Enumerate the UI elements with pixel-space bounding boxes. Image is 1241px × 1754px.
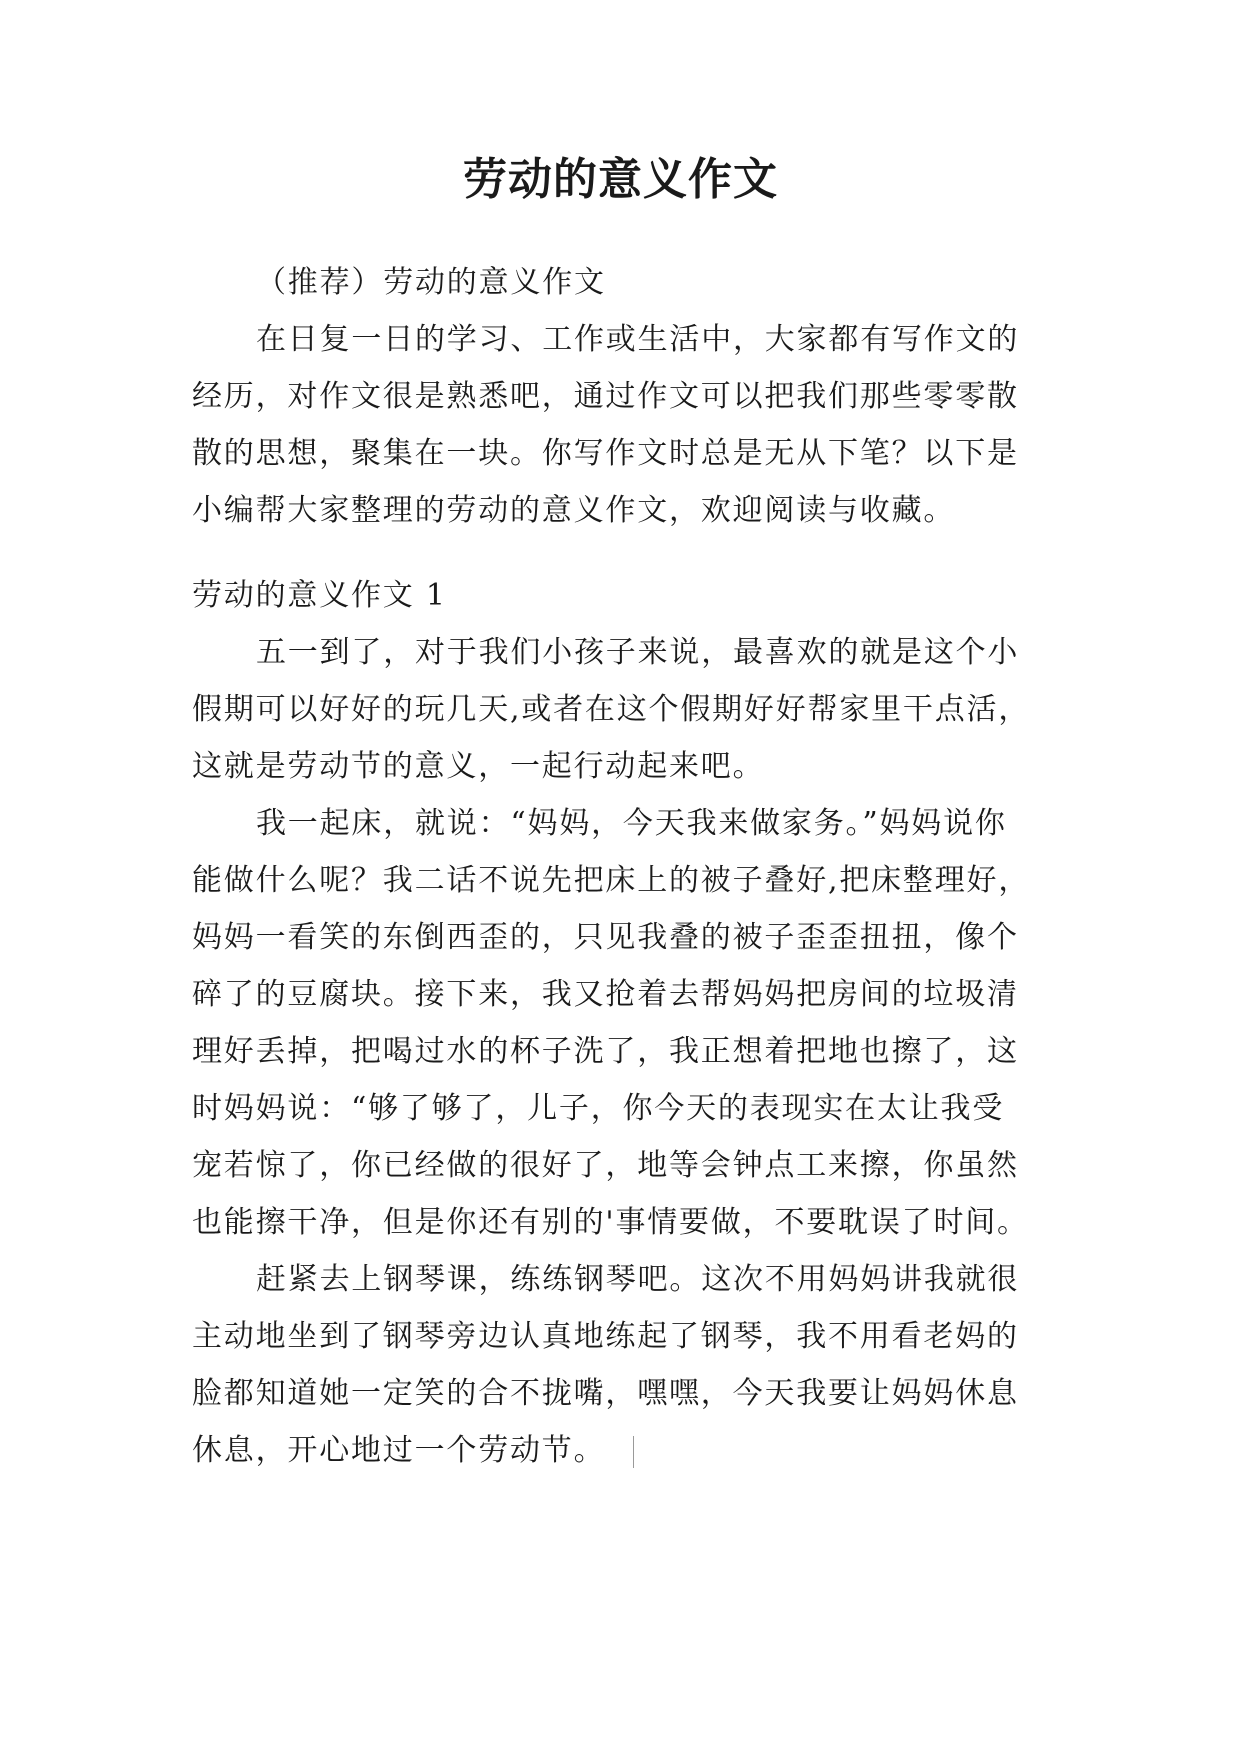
- intro-line: 经历，对作文很是熟悉吧，通过作文可以把我们那些零零散: [192, 379, 1019, 414]
- intro-line: 散的思想，聚集在一块。你写作文时总是无从下笔？以下是: [192, 436, 1019, 471]
- essay-paragraph-line: 妈妈一看笑的东倒西歪的，只见我叠的被子歪歪扭扭，像个: [192, 920, 1019, 955]
- essay-paragraph-line: 主动地坐到了钢琴旁边认真地练起了钢琴，我不用看老妈的: [192, 1319, 1019, 1354]
- essay-paragraph-line: 五一到了，对于我们小孩子来说，最喜欢的就是这个小: [256, 635, 1020, 670]
- intro-section: [192, 254, 1062, 539]
- essay-paragraph-line: 假期可以好好的玩几天,或者在这个假期好好帮家里干点活，: [192, 692, 1031, 727]
- essay-paragraph-line: 这就是劳动节的意义，一起行动起来吧。: [192, 749, 765, 784]
- essay-last-line: [192, 1422, 1062, 1479]
- recommend-line: （推荐）劳动的意义作文: [256, 265, 606, 300]
- essay-paragraph-line: 宠若惊了，你已经做的很好了，地等会钟点工来擦，你虽然: [192, 1148, 1019, 1183]
- essay-paragraph-line: 我一起床，就说：“妈妈，今天我来做家务。”妈妈说你: [256, 806, 1007, 841]
- essay-paragraph-line: 能做什么呢？我二话不说先把床上的被子叠好,把床整理好，: [192, 863, 1031, 898]
- essay-heading: 劳动的意义作文 1: [192, 578, 447, 613]
- document-title: 劳动的意义作文: [463, 154, 778, 205]
- essay-paragraph-line: 时妈妈说：“够了够了，儿子，你今天的表现实在太让我受: [192, 1091, 1005, 1126]
- text-cursor: [633, 1436, 634, 1468]
- essay-paragraph-line: 理好丢掉，把喝过水的杯子洗了，我正想着把地也擦了，这: [192, 1034, 1019, 1069]
- essay-paragraph-line: 也能擦干净，但是你还有别的'事情要做，不要耽误了时间。: [192, 1205, 1029, 1240]
- essay-1-section: [192, 567, 1062, 1479]
- intro-line: 小编帮大家整理的劳动的意义作文，欢迎阅读与收藏。: [192, 493, 956, 528]
- essay-paragraph-line: 赶紧去上钢琴课，练练钢琴吧。这次不用妈妈讲我就很: [256, 1262, 1020, 1297]
- intro-line: 在日复一日的学习、工作或生活中，大家都有写作文的: [256, 322, 1020, 357]
- essay-paragraph-line: 休息，开心地过一个劳动节。: [192, 1433, 606, 1468]
- essay-paragraph-line: 碎了的豆腐块。接下来，我又抢着去帮妈妈把房间的垃圾清: [192, 977, 1019, 1012]
- essay-paragraph-line: 脸都知道她一定笑的合不拢嘴，嘿嘿，今天我要让妈妈休息: [192, 1376, 1019, 1411]
